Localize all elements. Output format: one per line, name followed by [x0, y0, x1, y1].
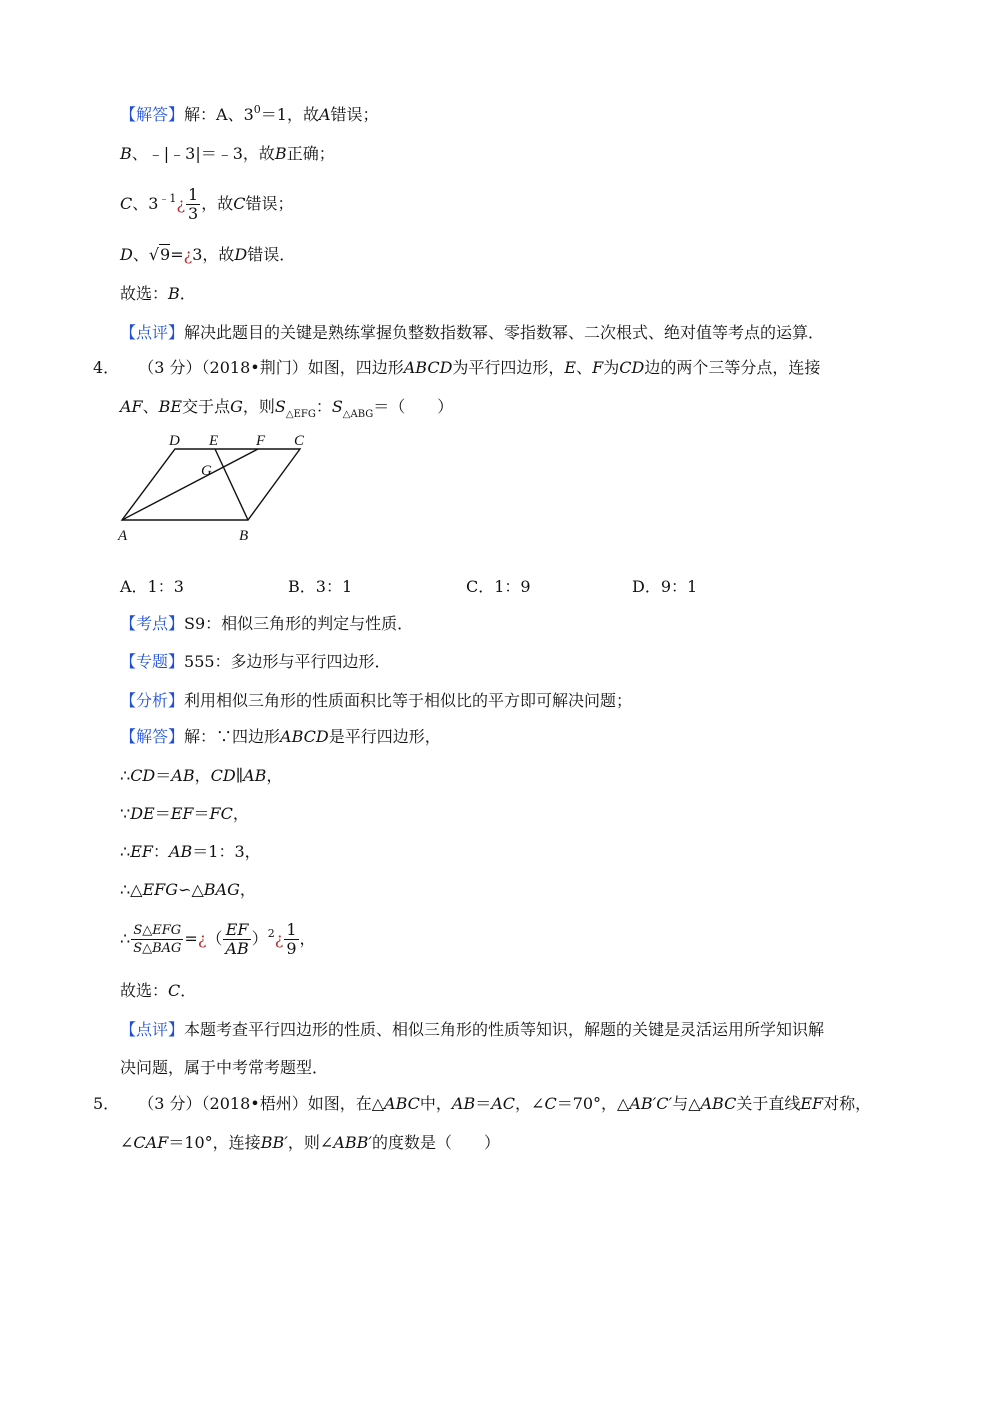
- label-d: D: [169, 433, 180, 449]
- q4-kaodian: 【考点】S9：相似三角形的判定与性质．: [120, 614, 414, 633]
- q4-step-1: ∴CD＝AB，CD∥AB，: [120, 766, 283, 785]
- parallelogram-figure: [110, 428, 340, 548]
- q3-answer-line-b: B、﹣|﹣3|＝﹣3，故B正确；: [120, 144, 335, 163]
- q3-answer-line-a: 【解答】解：A、$3^0=1$，故A错误；: [120, 103, 379, 124]
- option-d[interactable]: D．9：1: [632, 577, 698, 596]
- one-ninth-fraction: $\frac{1}{9}$: [286, 920, 297, 958]
- label-a: A: [118, 528, 128, 544]
- option-b[interactable]: B．3：1: [288, 577, 353, 596]
- label-g: G: [201, 463, 212, 479]
- q4-step-5: ∴ $\frac{\text{S△EFG}}{\text{S△BAG}}$ =¿（ $\frac{EF}{AB}$ ）$^2$¿ $\frac{1}{9}$ ，: [120, 920, 316, 958]
- q4-comment-line-2: 决问题，属于中考常考题型．: [120, 1058, 329, 1077]
- q5-stem-line-1: 5． （3 分）（2018•梧州）如图，在△ABC中，AB＝AC，∠C＝70°，△AB′C′与△ABC关于直线EF对称，: [93, 1094, 872, 1113]
- q3-answer-line-c: C、$3^{﹣1}¿$ $\frac{1}{3}$ ，故C错误；: [120, 185, 294, 223]
- q4-stem-line-1: 4． （3 分）（2018•荆门）如图，四边形ABCD为平行四边形，E、F为CD边的两个三等分点，连接: [93, 358, 821, 377]
- q5-stem-line-2: ∠CAF＝10°，连接BB′，则∠ABB′的度数是（ ）: [120, 1133, 500, 1152]
- segment-af: [122, 449, 258, 520]
- q3-comment: 【点评】解决此题目的关键是熟练掌握负整数指数幂、零指数幂、二次根式、绝对值等考点的运算．: [120, 323, 825, 342]
- label-b: B: [239, 528, 249, 544]
- answer-tag: 【解答】: [120, 105, 185, 124]
- q4-step-2: ∵DE＝EF＝FC，: [120, 804, 249, 823]
- q4-step-4: ∴△EFG∽△BAG，: [120, 880, 256, 899]
- q4-step-3: ∴EF：AB＝1：3，: [120, 842, 261, 861]
- q4-zhuanti: 【专题】555：多边形与平行四边形．: [120, 652, 391, 671]
- fraction-one-third: $\frac{1}{3}$: [188, 185, 199, 223]
- question-number: 5．: [93, 1094, 120, 1113]
- parallelogram-abcd: [122, 449, 300, 520]
- option-a[interactable]: A．1：3: [120, 577, 184, 596]
- q4-options: [0, 576, 1000, 598]
- option-c[interactable]: C．1：9: [466, 577, 531, 596]
- area-ratio-fraction: $\frac{\text{S△EFG}}{\text{S△BAG}}$: [133, 923, 182, 956]
- question-number: 4．: [93, 358, 120, 377]
- q4-choice: 故选：C．: [120, 981, 197, 1000]
- q4-comment-line-1: 【点评】本题考查平行四边形的性质、相似三角形的性质等知识，解题的关键是灵活运用所学知识解: [120, 1020, 825, 1039]
- label-f: F: [256, 433, 266, 449]
- q3-choice: 故选：B．: [120, 284, 196, 303]
- label-c: C: [294, 433, 305, 449]
- q4-jieda: 【解答】解：∵四边形ABCD是平行四边形，: [120, 727, 441, 746]
- label-e: E: [209, 433, 219, 449]
- side-ratio-fraction: $\frac{EF}{AB}$: [225, 920, 249, 958]
- q4-stem-line-2: AF、BE交于点G，则$S_{\triangle EFG}$：$S_{\triangle ABG}=$（ ）: [120, 397, 454, 420]
- segment-be: [215, 449, 248, 520]
- q4-fenxi: 【分析】利用相似三角形的性质面积比等于相似比的平方即可解决问题；: [120, 691, 633, 710]
- q3-answer-line-d: D、√9=¿3，故D错误．: [120, 245, 296, 264]
